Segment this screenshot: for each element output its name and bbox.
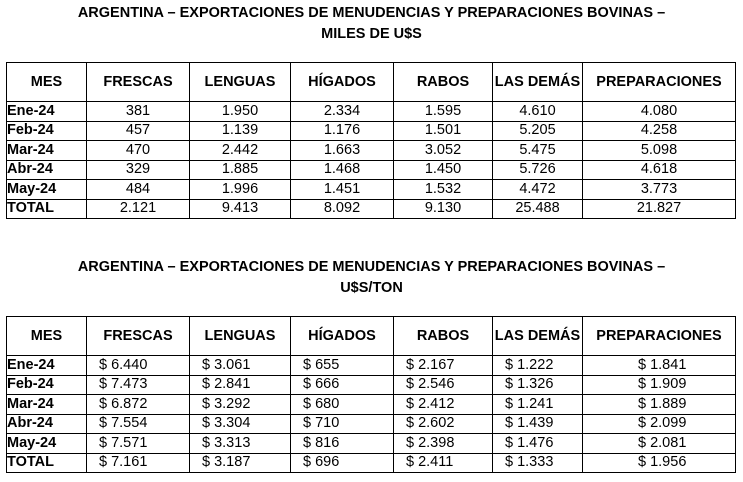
row-label-month: Feb-24 — [7, 375, 87, 395]
row-label-month: Ene-24 — [7, 102, 87, 122]
table-cell: 1.468 — [291, 160, 394, 180]
table-cell: $ 1.841 — [583, 356, 736, 376]
table-cell: 1.532 — [394, 180, 493, 200]
table-cell: 5.726 — [493, 160, 583, 180]
row-label-month: May-24 — [7, 434, 87, 454]
table-cell: 5.098 — [583, 141, 736, 161]
table-cell: $ 655 — [291, 356, 394, 376]
column-header-mes: MES — [7, 63, 87, 102]
table-cell: 1.595 — [394, 102, 493, 122]
table-cell: $ 7.571 — [87, 434, 190, 454]
table-cell: $ 2.099 — [583, 414, 736, 434]
table-cell: 1.950 — [190, 102, 291, 122]
row-label-month: TOTAL — [7, 199, 87, 219]
row-label-month: May-24 — [7, 180, 87, 200]
table-row — [7, 356, 736, 376]
table-cell: 1.663 — [291, 141, 394, 161]
column-header-preparaciones: PREPARACIONES — [583, 63, 736, 102]
table-header-row — [7, 63, 736, 102]
table-cell: 1.450 — [394, 160, 493, 180]
table2-body — [7, 356, 736, 473]
table-row — [7, 453, 736, 473]
table-cell: $ 696 — [291, 453, 394, 473]
column-header-mes: MES — [7, 317, 87, 356]
table-cell: 1.885 — [190, 160, 291, 180]
table-row — [7, 141, 736, 161]
table-cell: $ 816 — [291, 434, 394, 454]
table-cell: $ 7.554 — [87, 414, 190, 434]
table-cell: 4.610 — [493, 102, 583, 122]
column-header-frescas: FRESCAS — [87, 317, 190, 356]
table-cell: 484 — [87, 180, 190, 200]
table-cell: 2.121 — [87, 199, 190, 219]
table-cell: 1.996 — [190, 180, 291, 200]
table-cell: $ 2.841 — [190, 375, 291, 395]
table-row — [7, 414, 736, 434]
row-label-month: Abr-24 — [7, 160, 87, 180]
column-header-higados: HÍGADOS — [291, 63, 394, 102]
table-cell: 1.501 — [394, 121, 493, 141]
table-cell: 1.139 — [190, 121, 291, 141]
column-header-las-demas: LAS DEMÁS — [493, 63, 583, 102]
table-header-row — [7, 317, 736, 356]
column-header-preparaciones: PREPARACIONES — [583, 317, 736, 356]
table-cell: $ 1.222 — [493, 356, 583, 376]
column-header-frescas: FRESCAS — [87, 63, 190, 102]
table-cell: $ 2.602 — [394, 414, 493, 434]
table1-body — [7, 102, 736, 219]
table-cell: $ 3.187 — [190, 453, 291, 473]
table-cell: 470 — [87, 141, 190, 161]
table-cell: 329 — [87, 160, 190, 180]
table-cell: $ 2.412 — [394, 395, 493, 415]
table-cell: $ 7.473 — [87, 375, 190, 395]
table-cell: $ 680 — [291, 395, 394, 415]
row-label-month: Mar-24 — [7, 141, 87, 161]
table-cell: 4.258 — [583, 121, 736, 141]
table-cell: 25.488 — [493, 199, 583, 219]
table-cell: 21.827 — [583, 199, 736, 219]
table-row — [7, 395, 736, 415]
column-header-rabos: RABOS — [394, 63, 493, 102]
column-header-higados: HÍGADOS — [291, 317, 394, 356]
table-cell: 9.413 — [190, 199, 291, 219]
row-label-month: Feb-24 — [7, 121, 87, 141]
table-cell: $ 1.241 — [493, 395, 583, 415]
table-cell: $ 2.411 — [394, 453, 493, 473]
table-cell: 457 — [87, 121, 190, 141]
row-label-month: TOTAL — [7, 453, 87, 473]
table2-title — [0, 257, 743, 299]
export-price-table — [6, 316, 736, 473]
table-cell: $ 1.333 — [493, 453, 583, 473]
row-label-month: Mar-24 — [7, 395, 87, 415]
table-cell: 2.442 — [190, 141, 291, 161]
table-row — [7, 434, 736, 454]
table-cell: $ 6.440 — [87, 356, 190, 376]
table-cell: $ 2.081 — [583, 434, 736, 454]
table1-title — [0, 3, 743, 45]
table-row — [7, 102, 736, 122]
table-row — [7, 121, 736, 141]
table2-title-line2: U$S/TON — [340, 280, 403, 296]
table-cell: 4.472 — [493, 180, 583, 200]
row-label-month: Abr-24 — [7, 414, 87, 434]
table-cell: 4.618 — [583, 160, 736, 180]
export-value-table — [6, 62, 736, 219]
table-cell: 5.475 — [493, 141, 583, 161]
table-cell: $ 1.326 — [493, 375, 583, 395]
column-header-lenguas: LENGUAS — [190, 317, 291, 356]
table-cell: 4.080 — [583, 102, 736, 122]
table-cell: $ 3.061 — [190, 356, 291, 376]
table1-title-line1: ARGENTINA – EXPORTACIONES DE MENUDENCIAS Y PREPARACIONES BOVINAS – — [77, 5, 666, 21]
column-header-rabos: RABOS — [394, 317, 493, 356]
table-cell: 1.451 — [291, 180, 394, 200]
table-cell: $ 666 — [291, 375, 394, 395]
table-cell: 8.092 — [291, 199, 394, 219]
table-row — [7, 199, 736, 219]
row-label-month: Ene-24 — [7, 356, 87, 376]
table-cell: $ 1.889 — [583, 395, 736, 415]
table-cell: 3.052 — [394, 141, 493, 161]
table-cell: 2.334 — [291, 102, 394, 122]
table-cell: 3.773 — [583, 180, 736, 200]
table-cell: $ 7.161 — [87, 453, 190, 473]
table2-title-line1: ARGENTINA – EXPORTACIONES DE MENUDENCIAS Y PREPARACIONES BOVINAS – — [77, 259, 666, 275]
table-cell: 381 — [87, 102, 190, 122]
table-cell: $ 710 — [291, 414, 394, 434]
table-cell: $ 2.398 — [394, 434, 493, 454]
table-cell: $ 1.909 — [583, 375, 736, 395]
column-header-lenguas: LENGUAS — [190, 63, 291, 102]
table-row — [7, 375, 736, 395]
table-cell: $ 6.872 — [87, 395, 190, 415]
table-cell: 5.205 — [493, 121, 583, 141]
table-cell: $ 2.546 — [394, 375, 493, 395]
table-cell: $ 3.304 — [190, 414, 291, 434]
table-cell: $ 1.476 — [493, 434, 583, 454]
table-cell: $ 2.167 — [394, 356, 493, 376]
table-cell: $ 1.439 — [493, 414, 583, 434]
column-header-las-demas: LAS DEMÁS — [493, 317, 583, 356]
table-cell: $ 3.292 — [190, 395, 291, 415]
table-cell: $ 3.313 — [190, 434, 291, 454]
table-cell: 1.176 — [291, 121, 394, 141]
table1-title-line2: MILES DE U$S — [321, 26, 422, 42]
table-cell: $ 1.956 — [583, 453, 736, 473]
table-row — [7, 160, 736, 180]
table-cell: 9.130 — [394, 199, 493, 219]
table-row — [7, 180, 736, 200]
